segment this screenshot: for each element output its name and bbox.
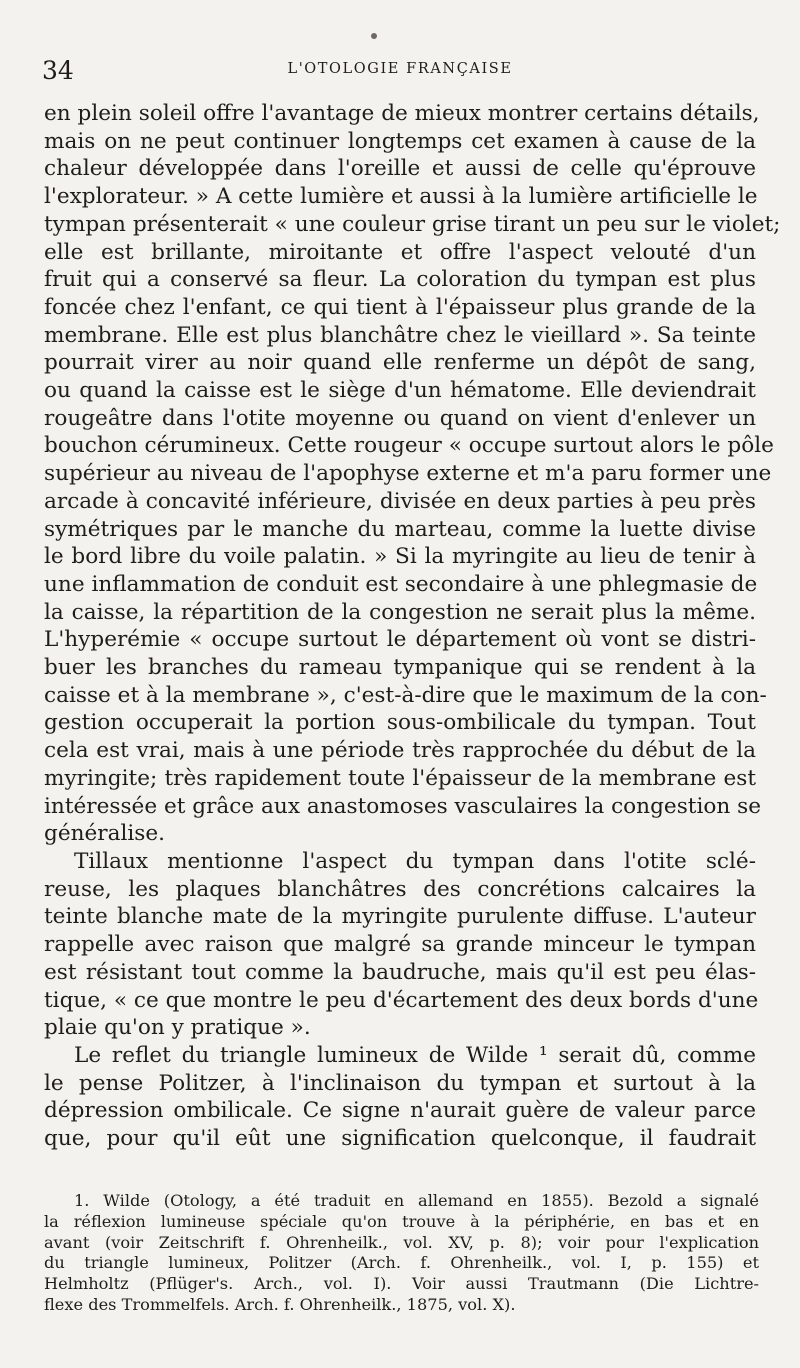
text-line: myringite; très rapidement toute l'épaisseur de la membrane est — [44, 765, 756, 791]
text-line: teinte blanche mate de la myringite purulente diffuse. L'auteur — [44, 904, 756, 930]
text-line: en plein soleil offre l'avantage de mieux montrer certains détails, — [44, 101, 760, 126]
text-line: elle est brillante, miroitante et offre l'aspect velouté d'un — [44, 239, 756, 265]
text-line: bouchon cérumineux. Cette rougeur « occupe surtout alors le pôle — [44, 433, 774, 459]
text-line: une inflammation de conduit est secondaire à une phlegmasie de — [44, 571, 758, 597]
text-line-paragraph-start: Tillaux mentionne l'aspect du tympan dans l'otite sclé- — [74, 848, 756, 874]
text-line: ou quand la caisse est le siège d'un hématome. Elle deviendrait — [44, 378, 756, 404]
text-line: caisse et à la membrane », c'est-à-dire que le maximum de la con- — [44, 682, 767, 708]
text-line: le bord libre du voile palatin. » Si la myringite au lieu de tenir à — [44, 544, 756, 570]
text-line: rappelle avec raison que malgré sa grande minceur le tympan — [44, 932, 756, 958]
text-line: intéressée et grâce aux anastomoses vasculaires la congestion se — [44, 793, 761, 819]
footnote-line: flexe des Trommelfels. Arch. f. Ohrenheilk., 1875, vol. X). — [44, 1294, 516, 1314]
text-line: généralise. — [44, 821, 166, 847]
footnote-line: du triangle lumineux, Politzer (Arch. f. Ohrenheilk., vol. I, p. 155) et — [44, 1253, 759, 1273]
text-line: pourrait virer au noir quand elle renferme un dépôt de sang, — [44, 350, 756, 376]
text-line: tympan présenterait « une couleur grise tirant un peu sur le violet; — [44, 211, 781, 237]
scan-speck — [371, 33, 377, 39]
text-line: fruit qui a conservé sa fleur. La coloration du tympan est plus — [44, 267, 756, 293]
text-line: que, pour qu'il eût une signification quelconque, il faudrait — [44, 1126, 756, 1152]
text-line: L'hyperémie « occupe surtout le département où vont se distri- — [44, 627, 756, 653]
text-line: membrane. Elle est plus blanchâtre chez le vieillard ». Sa teinte — [44, 322, 756, 348]
footnote-continuation — [44, 1212, 759, 1316]
footnote-line: avant (voir Zeitschrift f. Ohrenheilk., vol. XV, p. 8); voir pour l'explication — [44, 1232, 759, 1252]
text-line: tique, « ce que montre le peu d'écartement des deux bords d'une — [44, 987, 759, 1013]
running-title: L'OTOLOGIE FRANÇAISE — [287, 61, 513, 77]
page-number: 34 — [42, 56, 74, 85]
text-line: l'explorateur. » A cette lumière et aussi à la lumière artificielle le — [44, 184, 758, 210]
footnote-line: 1. Wilde (Otology, a été traduit en allemand en 1855). Bezold a signalé — [74, 1191, 759, 1210]
text-line: arcade à concavité inférieure, divisée en deux parties à peu près — [44, 488, 756, 514]
text-line: rougeâtre dans l'otite moyenne ou quand on vient d'enlever un — [44, 405, 756, 431]
text-line: est résistant tout comme la baudruche, mais qu'il est peu élas- — [44, 959, 756, 985]
text-line: le pense Politzer, à l'inclinaison du tympan et surtout à la — [44, 1070, 756, 1096]
footnote-line: la réflexion lumineuse spéciale qu'on trouve à la périphérie, en bas et en — [44, 1212, 759, 1231]
footnote — [74, 1191, 759, 1212]
footnote-line: Helmholtz (Pflüger's. Arch., vol. I). Voir aussi Trautmann (Die Lichtre- — [44, 1274, 759, 1294]
text-line: la caisse, la répartition de la congestion ne serait plus la même. — [44, 599, 756, 625]
text-line: cela est vrai, mais à une période très rapprochée du début de la — [44, 738, 756, 764]
text-line: foncée chez l'enfant, ce qui tient à l'épaisseur plus grande de la — [44, 294, 756, 320]
text-line: buer les branches du rameau tympanique qui se rendent à la — [44, 655, 756, 681]
text-line: mais on ne peut continuer longtemps cet examen à cause de la — [44, 128, 756, 154]
text-line-paragraph-start: Le reflet du triangle lumineux de Wilde ¹ serait dû, comme — [74, 1042, 756, 1068]
text-line: gestion occuperait la portion sous-ombilicale du tympan. Tout — [44, 710, 756, 736]
text-line: supérieur au niveau de l'apophyse externe et m'a paru former une — [44, 461, 772, 487]
body-text — [44, 100, 781, 1153]
text-line: dépression ombilicale. Ce signe n'aurait guère de valeur parce — [44, 1098, 756, 1124]
text-line: chaleur développée dans l'oreille et aussi de celle qu'éprouve — [44, 156, 756, 182]
text-line: symétriques par le manche du marteau, comme la luette divise — [44, 516, 756, 542]
text-line: plaie qu'on y pratique ». — [44, 1015, 311, 1041]
text-line: reuse, les plaques blanchâtres des concrétions calcaires la — [44, 876, 756, 902]
